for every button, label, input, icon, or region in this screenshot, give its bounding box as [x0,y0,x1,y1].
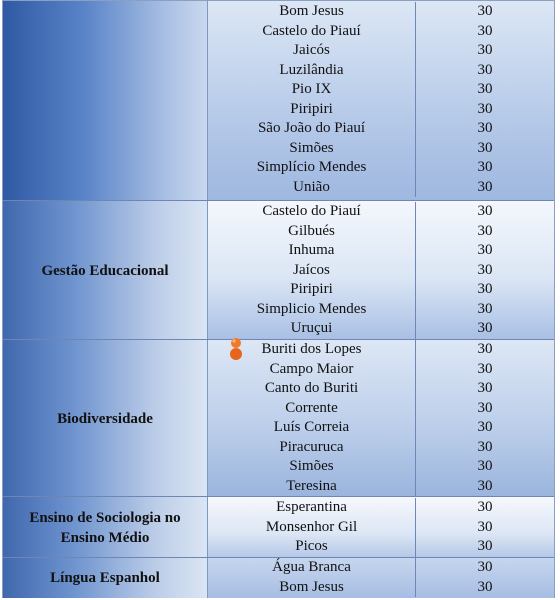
seats-cell: 30 [477,178,493,195]
cities-list [208,558,554,598]
table-row [208,22,554,42]
seats-cell: 30 [477,203,493,219]
city-cell: São João do Piauí [208,119,416,139]
course-group [3,200,554,340]
seats-cell: 30 [477,458,493,474]
city-cell: Campo Maior [208,360,416,380]
seats-cell: 30 [477,242,493,258]
table-row [208,261,554,281]
city-cell: Piripiri [208,280,416,300]
seats-cell: 30 [477,22,493,39]
city-cell: Pio IX [208,80,416,100]
city-cell: Gilbués [208,222,416,242]
table-row [208,399,554,419]
table-row [208,498,554,518]
city-cell: Corrente [208,399,416,419]
city-cell: Bom Jesus [208,2,416,22]
table-row [208,61,554,81]
city-cell: Piracuruca [208,438,416,458]
cities-list [208,497,554,558]
city-cell: Castelo do Piauí [208,22,416,42]
cities-list [208,1,554,200]
seats-cell: 30 [477,477,493,494]
city-cell: Simões [208,457,416,477]
course-group [3,496,554,558]
table-row [208,558,554,578]
seats-cell: 30 [477,81,493,97]
seats-cell: 30 [477,360,493,377]
table-row [208,139,554,159]
table-row [208,222,554,242]
city-cell: Buriti dos Lopes [208,340,416,360]
city-cell: Piripiri [208,100,416,120]
table-row [208,158,554,178]
course-name-cell [3,1,208,200]
seats-cell: 30 [477,578,493,595]
city-cell: Luís Correia [208,418,416,438]
city-cell: Castelo do Piauí [208,202,416,222]
city-cell: Jaicós [208,41,416,61]
city-cell: Picos [208,537,416,557]
seats-cell: 30 [477,159,493,175]
city-cell: Jaícos [208,261,416,281]
seats-cell: 30 [477,559,493,575]
city-cell: Simplício Mendes [208,158,416,178]
table-row [208,457,554,477]
city-cell: Uruçui [208,319,416,339]
city-cell: União [208,178,416,198]
city-cell: Inhuma [208,241,416,261]
cities-list [208,340,554,497]
table-row [208,340,554,360]
seats-cell: 30 [477,300,493,317]
seats-cell: 30 [477,341,493,357]
table-row [208,438,554,458]
table-row [208,100,554,120]
table-row [208,80,554,100]
city-cell: Simões [208,139,416,159]
city-cell: Canto do Buriti [208,379,416,399]
seats-cell: 30 [477,261,493,278]
course-name-cell: Gestão Educacional [3,201,208,340]
table-row [208,300,554,320]
seats-cell: 30 [477,3,493,19]
city-cell: Bom Jesus [208,578,416,598]
course-group [3,339,554,497]
seats-cell: 30 [477,499,493,515]
city-cell: Água Branca [208,558,416,578]
table-row [208,241,554,261]
seats-cell: 30 [477,399,493,416]
table-row [208,418,554,438]
table-row [208,537,554,557]
table-row [208,360,554,380]
seats-cell: 30 [477,438,493,455]
seats-cell: 30 [477,222,493,239]
course-name-cell: Ensino de Sociologia no Ensino Médio [3,497,208,558]
city-cell: Esperantina [208,498,416,518]
seats-cell: 30 [477,61,493,78]
city-cell: Teresina [208,477,416,497]
course-name-cell: Língua Espanhol [3,558,208,598]
courses-table [2,0,555,598]
seats-cell: 30 [477,281,493,297]
seats-cell: 30 [477,320,493,336]
course-name-cell: Biodiversidade [3,340,208,497]
seats-cell: 30 [477,518,493,535]
table-row [208,119,554,139]
seats-cell: 30 [477,380,493,396]
city-cell: Luzilândia [208,61,416,81]
seats-cell: 30 [477,120,493,136]
seats-cell: 30 [477,139,493,156]
course-group [3,557,554,598]
table-row [208,202,554,222]
table-row [208,2,554,22]
table-row [208,41,554,61]
table-row [208,319,554,339]
table-row [208,578,554,598]
course-group [3,1,554,200]
pushpin-icon [229,337,243,361]
seats-cell: 30 [477,419,493,435]
table-row [208,379,554,399]
table-row [208,518,554,538]
table-row [208,178,554,198]
table-row [208,477,554,497]
table-row [208,280,554,300]
seats-cell: 30 [477,100,493,117]
city-cell: Monsenhor Gil [208,518,416,538]
seats-cell: 30 [477,538,493,554]
city-cell: Simplicio Mendes [208,300,416,320]
cities-list [208,201,554,340]
seats-cell: 30 [477,42,493,58]
